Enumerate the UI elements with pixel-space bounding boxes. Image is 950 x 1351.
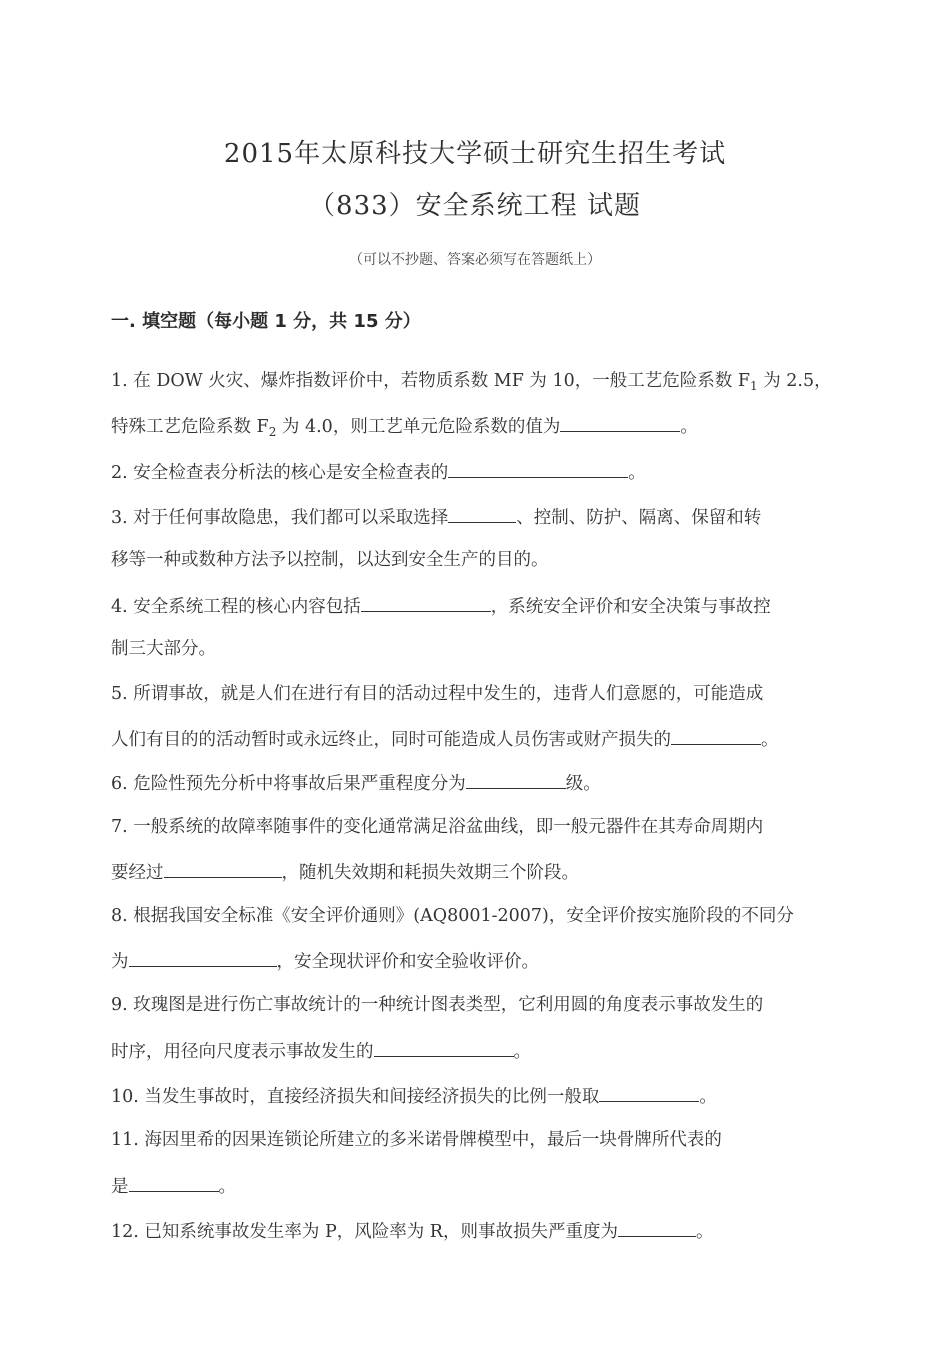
question-5-text: 人们有目的的活动暂时或永远终止，同时可能造成人员伤害或财产损失的 <box>111 730 671 750</box>
answer-blank-8 <box>129 948 277 967</box>
answer-blank-4 <box>361 593 491 612</box>
question-3-text-cont: 、控制、防护、隔离、保留和转 <box>516 508 762 528</box>
answer-blank-10 <box>599 1083 699 1102</box>
answer-blank-1 <box>560 413 680 432</box>
question-8-text: 为 <box>111 952 129 972</box>
answer-blank-2 <box>448 459 628 478</box>
question-4-line-2: 制三大部分。 <box>111 639 216 659</box>
question-5-end: 。 <box>761 730 779 750</box>
answer-blank-12 <box>618 1218 696 1237</box>
question-12 <box>111 1218 713 1244</box>
question-1-text: 1. 在 DOW 火灾、爆炸指数评价中，若物质系数 MF 为 10，一般工艺危险系数 F <box>111 371 750 391</box>
question-8-line-2 <box>111 948 539 974</box>
question-4-text: 4. 安全系统工程的核心内容包括 <box>111 597 361 617</box>
question-10-end: 。 <box>699 1087 717 1107</box>
question-1-text-3: 为 4.0，则工艺单元危险系数的值为 <box>276 417 561 437</box>
question-12-text: 12. 已知系统事故发生率为 P，风险率为 R，则事故损失严重度为 <box>111 1222 618 1242</box>
question-10-text: 10. 当发生事故时，直接经济损失和间接经济损失的比例一般取 <box>111 1087 600 1107</box>
question-9-line-1: 9. 玫瑰图是进行伤亡事故统计的一种统计图表类型，它利用圆的角度表示事故发生的 <box>111 995 764 1015</box>
question-11-line-1: 11. 海因里希的因果连锁论所建立的多米诺骨牌模型中，最后一块骨牌所代表的 <box>111 1130 722 1150</box>
question-1-subscript: 1 <box>749 379 758 393</box>
question-7-text-cont: ，随机失效期和耗损失效期三个阶段。 <box>281 863 579 883</box>
question-5-line-1: 5. 所谓事故，就是人们在进行有目的活动过程中发生的，违背人们意愿的，可能造成 <box>111 684 764 704</box>
question-5-line-2 <box>111 726 779 752</box>
question-4-line-1 <box>111 593 771 619</box>
answer-blank-6 <box>466 770 566 789</box>
question-1-text-cont: 为 2.5， <box>757 371 832 391</box>
question-9-end: 。 <box>513 1042 531 1062</box>
question-2-end: 。 <box>628 463 646 483</box>
question-3-line-1 <box>111 504 761 530</box>
question-11-line-2 <box>111 1173 236 1199</box>
exam-note: （可以不抄题、答案必须写在答题纸上） <box>349 252 601 268</box>
question-2 <box>111 459 646 485</box>
question-7-line-2 <box>111 859 579 885</box>
question-1-subscript-2: 2 <box>268 425 277 439</box>
question-6-end: 级。 <box>565 774 601 794</box>
question-2-text: 2. 安全检查表分析法的核心是安全检查表的 <box>111 463 449 483</box>
question-8-text-cont: ，安全现状评价和安全验收评价。 <box>276 952 539 972</box>
question-3-line-2: 移等一种或数种方法予以控制，以达到安全生产的目的。 <box>111 550 549 570</box>
question-1-text-2: 特殊工艺危险系数 F <box>111 417 269 437</box>
question-1-line-1 <box>111 369 832 398</box>
answer-blank-3 <box>448 504 516 523</box>
section-heading: 一. 填空题（每小题 1 分，共 15 分） <box>111 311 421 332</box>
question-11-text: 是 <box>111 1177 129 1197</box>
question-12-end: 。 <box>695 1222 714 1242</box>
question-7-line-1: 7. 一般系统的故障率随事件的变化通常满足浴盆曲线，即一般元器件在其寿命周期内 <box>111 817 764 837</box>
question-11-end: 。 <box>218 1177 236 1197</box>
exam-subtitle: （833）安全系统工程 试题 <box>309 191 641 221</box>
question-9-text: 时序，用径向尺度表示事故发生的 <box>111 1042 374 1062</box>
answer-blank-5 <box>671 726 761 745</box>
answer-blank-11 <box>129 1173 219 1192</box>
question-6 <box>111 770 601 796</box>
answer-blank-7 <box>164 859 282 878</box>
question-9-line-2 <box>111 1038 531 1064</box>
question-1-line-2 <box>111 413 698 444</box>
question-10 <box>111 1083 717 1109</box>
question-3-text: 3. 对于任何事故隐患，我们都可以采取选择 <box>111 508 449 528</box>
question-4-text-cont: ，系统安全评价和安全决策与事故控 <box>490 597 771 617</box>
question-7-text: 要经过 <box>111 863 164 883</box>
exam-title: 2015年太原科技大学硕士研究生招生考试 <box>223 139 727 169</box>
question-1-end: 。 <box>680 417 698 437</box>
answer-blank-9 <box>374 1038 514 1057</box>
question-6-text: 6. 危险性预先分析中将事故后果严重程度分为 <box>111 774 466 794</box>
question-8-line-1: 8. 根据我国安全标准《安全评价通则》(AQ8001-2007)，安全评价按实施阶段的不同分 <box>111 906 794 926</box>
